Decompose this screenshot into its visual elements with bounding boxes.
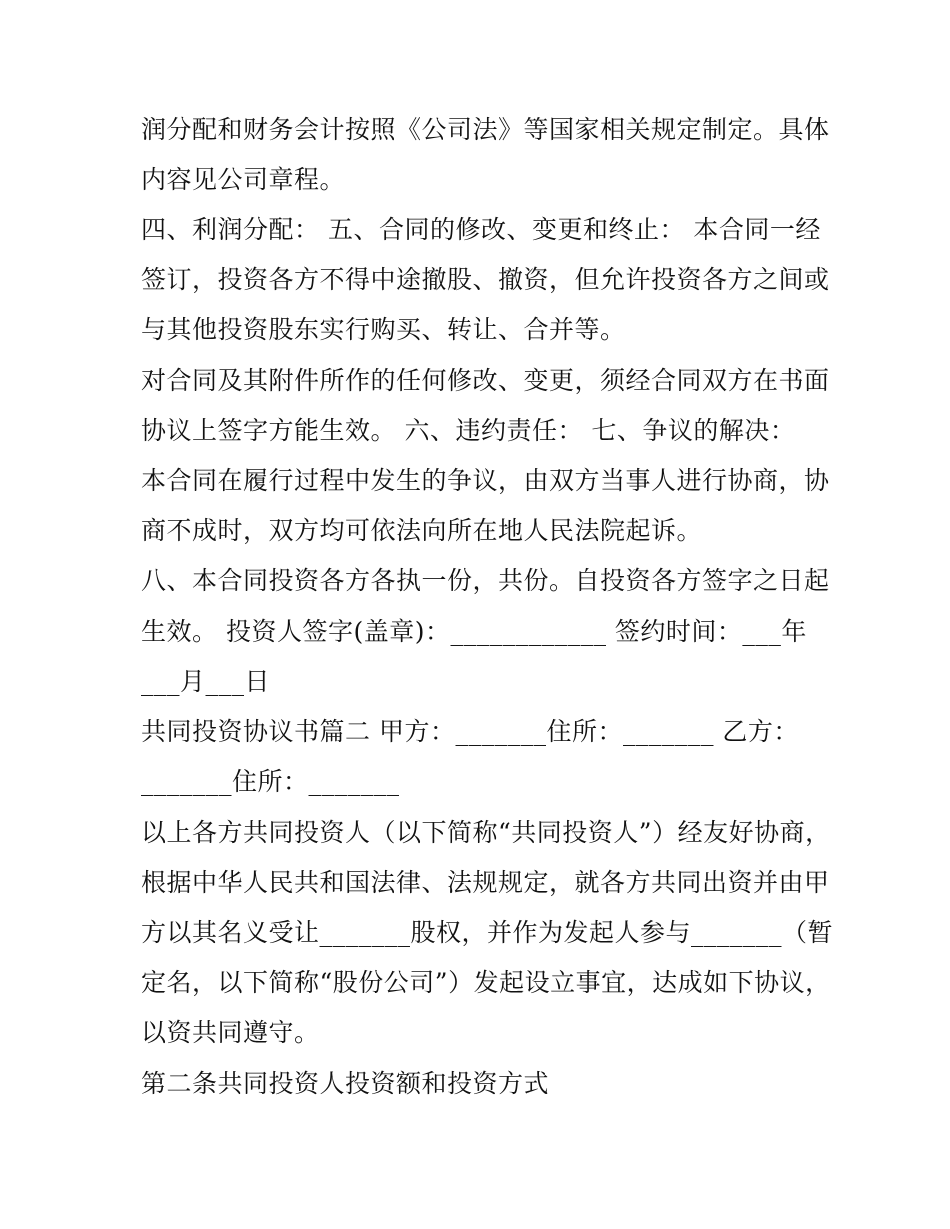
body-text-line: 协议上签字方能生效。 六、违约责任： 七、争议的解决： (141, 416, 796, 445)
signature-line: 生效。 投资人签字(盖章)：____________ 签约时间：___年 (141, 617, 807, 646)
body-text-line: 商不成时，双方均可依法向所在地人民法院起诉。 (141, 516, 703, 545)
body-text-line: 内容见公司章程。 (141, 165, 346, 194)
body-text-line: 以资共同遵守。 (141, 1018, 320, 1047)
body-text-line: 以上各方共同投资人（以下简称“共同投资人”）经友好协商， (141, 818, 831, 847)
body-text-line: 签订，投资各方不得中途撤股、撤资，但允许投资各方之间或 (141, 265, 830, 294)
body-text-line: 定名，以下简称“股份公司”）发起设立事宜，达成如下协议， (141, 968, 831, 997)
body-text-line: 本合同在履行过程中发生的争议，由双方当事人进行协商，协 (141, 466, 830, 495)
body-text-line: 四、利润分配： 五、合同的修改、变更和终止： 本合同一经 (141, 215, 821, 244)
body-text-line: _______住所：_______ (141, 767, 400, 796)
body-text-line: 对合同及其附件所作的任何修改、变更，须经合同双方在书面 (141, 366, 830, 395)
date-line: ___月___日 (141, 667, 271, 696)
body-text-line: 润分配和财务会计按照《公司法》等国家相关规定制定。具体 (141, 115, 830, 144)
body-text-line: 根据中华人民共和国法律、法规规定，就各方共同出资并由甲 (141, 868, 830, 897)
article-heading-line: 第二条共同投资人投资额和投资方式 (141, 1069, 550, 1098)
section-heading-line: 共同投资协议书篇二 甲方：_______住所：_______ 乙方： (141, 717, 799, 746)
body-text-line: 与其他投资股东实行购买、转让、合并等。 (141, 315, 626, 344)
body-text-line: 方以其名义受让_______股权，并作为发起人参与_______（暂 (141, 918, 834, 947)
body-text-line: 八、本合同投资各方各执一份，共份。自投资各方签字之日起 (141, 566, 830, 595)
